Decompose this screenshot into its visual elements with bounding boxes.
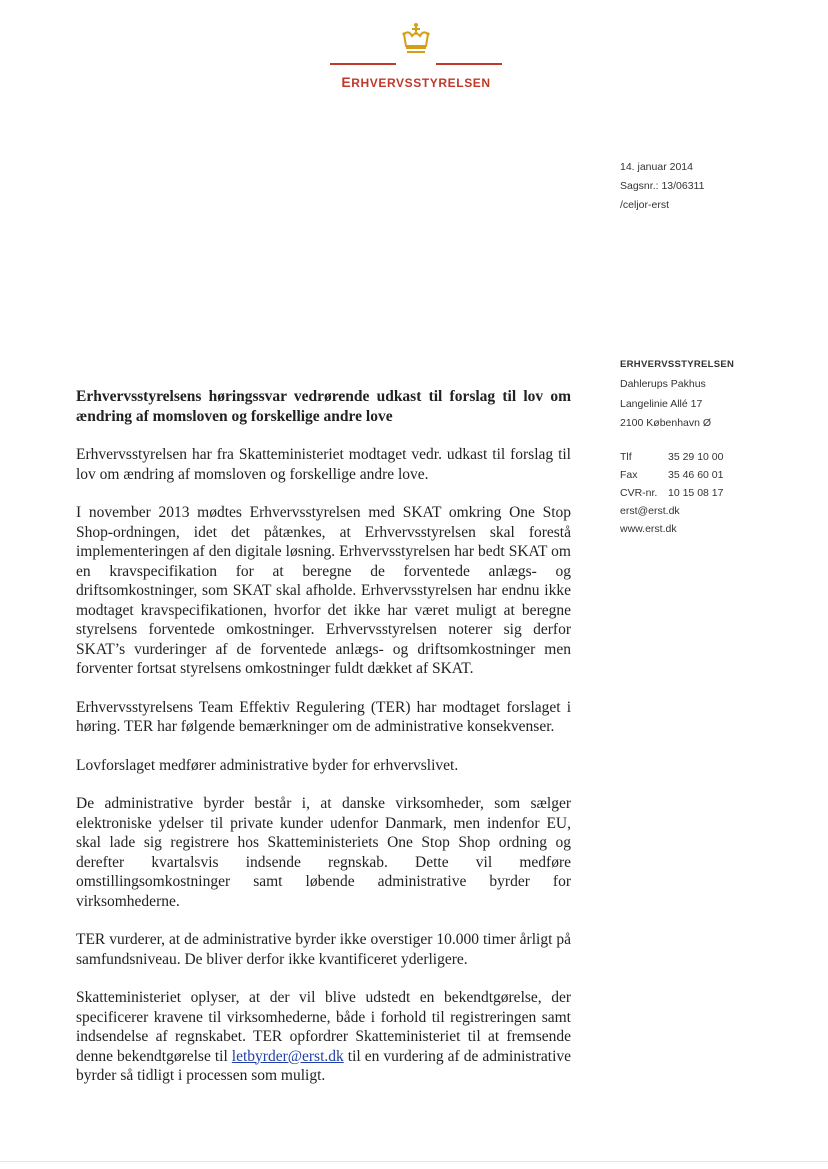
- page-bottom-edge: [0, 1161, 828, 1162]
- paragraph-7-end: til en vurdering af de administrative byrder så tidligt i processen som muligt.: [76, 1047, 571, 1084]
- letter-body: [76, 387, 571, 1105]
- paragraph-2: I november 2013 mødtes Erhvervsstyrelsen med SKAT omkring One Stop Shop-ordningen, idet det påtænkes, at Erhvervsstyrelsen skal forestå implementeringen af den digitale løsning. Erhvervsstyrelsen har bedt SKAT om en kravspecifikation for at beregne de forventede anlægs- og driftsomkostninger, som SKAT skal afholde. Erhvervsstyrelsen har endnu ikke modtaget kravspecifikationen, hvorfor det ikke har været muligt at beregne styrelsens forventede omkostninger. Erhvervsstyrelsen noterer sig derfor SKAT’s vurderinger af de forventede anlægs- og driftsomkostninger men forventer fortsat styrelsens omkostninger fuldt dækket af SKAT.: [76, 504, 571, 677]
- letter-date: 14. januar 2014: [620, 161, 693, 173]
- paragraph-4: Lovforslaget medfører administrative byder for erhvervslivet.: [76, 756, 459, 774]
- logo-rule-right: [436, 63, 502, 65]
- case-number: Sagsnr.: 13/06311: [620, 180, 705, 192]
- phone-value: 35 29 10 00: [668, 450, 724, 463]
- paragraph-6: TER vurderer, at de administrative byrder ikke overstiger 10.000 timer årligt på samfundsniveau. De bliver derfor ikke kvantificeret yderligere.: [76, 931, 571, 968]
- letter-meta: [620, 158, 704, 215]
- email-address[interactable]: erst@erst.dk: [620, 504, 680, 517]
- paragraph-5: De administrative byrder består i, at danske virksomheder, som sælger elektroniske ydelser til private kunder udenfor Danmark, men indenfor EU, skal lade sig registrere hos Skatteministeriets One Stop Shop ordning og derefter kvartalsvis indsende regnskab. Dette vil medføre omstillingsomkostninger samt løbende administrative byrder for virksomhederne.: [76, 795, 571, 910]
- case-initials: /celjor-erst: [620, 199, 670, 211]
- fax-row: [620, 466, 734, 484]
- crown-icon: [401, 22, 431, 56]
- paragraph-1: Erhvervsstyrelsen har fra Skatteministeriet modtaget vedr. udkast til forslag til lov om ændring af momsloven og forskellige andre love.: [76, 446, 571, 483]
- letter-title: Erhvervsstyrelsens høringssvar vedrørende udkast til forslag til lov om ændring af momsloven og forskellige andre love: [76, 388, 571, 425]
- letbyrder-email-link[interactable]: letbyrder@erst.dk: [231, 1047, 344, 1065]
- cvr-label: CVR-nr.: [620, 486, 658, 499]
- fax-value: 35 46 60 01: [668, 468, 724, 481]
- phone-label: Tlf: [620, 450, 632, 463]
- logo-rule-left: [330, 63, 396, 65]
- erhvervsstyrelsen-logo: [330, 22, 502, 92]
- cvr-value: 10 15 08 17: [668, 486, 724, 499]
- address-line-1: Dahlerups Pakhus: [620, 378, 706, 390]
- cvr-row: [620, 484, 734, 502]
- sidebar-org-name: ERHVERVSSTYRELSEN: [620, 359, 735, 370]
- sender-sidebar: [620, 355, 734, 538]
- address-line-3: 2100 København Ø: [620, 417, 712, 429]
- paragraph-7-start: Skatteministeriet oplyser, at der vil blive udstedt en bekendtgørelse, der specificerer kravene til virksomhederne, både i forhold til registreringen samt indsendelse af regnskabet. TER opfordrer Skatteministeriet til at fremsende denne bekendtgørelse til: [76, 989, 571, 1065]
- logo-wordmark: ERHVERVSSTYRELSEN: [341, 74, 491, 90]
- fax-label: Fax: [620, 468, 638, 481]
- paragraph-3: Erhvervsstyrelsens Team Effektiv Regulering (TER) har modtaget forslaget i høring. TER har følgende bemærkninger om de administrative konsekvenser.: [76, 698, 571, 735]
- paragraph-7: [76, 988, 571, 1086]
- address-line-2: Langelinie Allé 17: [620, 397, 703, 410]
- phone-row: [620, 448, 734, 466]
- website-address[interactable]: www.erst.dk: [620, 522, 677, 535]
